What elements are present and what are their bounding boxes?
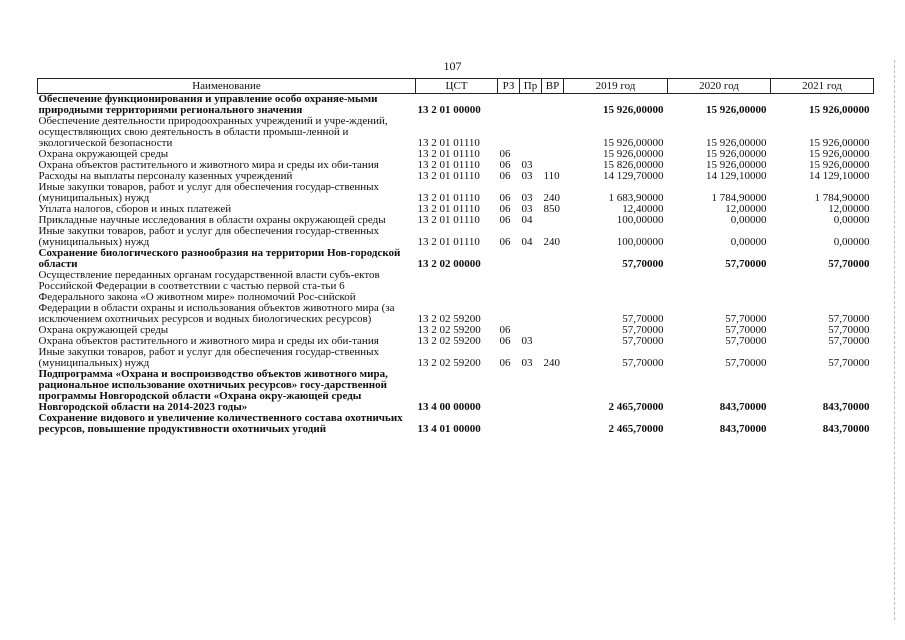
cell-y2021: 15 926,00000 bbox=[809, 148, 870, 160]
cell-y2019: 100,00000 bbox=[616, 236, 664, 248]
cell-rz bbox=[498, 116, 520, 149]
cell-y2021: 843,70000 bbox=[822, 401, 870, 413]
table-body bbox=[38, 94, 874, 436]
cell-y2019: 14 129,70000 bbox=[603, 170, 664, 182]
cell-rz: 06 bbox=[499, 148, 511, 160]
table-row bbox=[38, 248, 874, 270]
cell-y2020: 15 926,00000 bbox=[706, 104, 767, 116]
cell-vr: 240 bbox=[543, 357, 560, 369]
cell-vr bbox=[542, 94, 564, 117]
cell-y2021: 15 926,00000 bbox=[809, 159, 870, 171]
cell-cst: 13 2 02 59200 bbox=[417, 357, 481, 369]
header-rz: РЗ bbox=[498, 79, 520, 94]
cell-vr: 850 bbox=[543, 203, 560, 215]
cell-rz: 06 bbox=[499, 192, 511, 204]
cell-y2019: 15 926,00000 bbox=[603, 104, 664, 116]
cell-rz bbox=[498, 369, 520, 413]
cell-vr bbox=[542, 325, 564, 336]
cell-vr bbox=[542, 215, 564, 226]
cell-pr bbox=[520, 413, 542, 435]
cell-y2019: 2 465,70000 bbox=[608, 401, 664, 413]
cell-name: Обеспечение функционирования и управление особо охраняе-мыми природными территориями регионального значения bbox=[38, 93, 378, 116]
cell-y2020: 15 926,00000 bbox=[706, 148, 767, 160]
cell-pr: 04 bbox=[521, 236, 533, 248]
cell-y2019: 57,70000 bbox=[622, 313, 664, 325]
header-vr: ВР bbox=[542, 79, 564, 94]
cell-rz: 06 bbox=[499, 324, 511, 336]
cell-cst: 13 2 02 59200 bbox=[417, 335, 481, 347]
cell-pr: 03 bbox=[521, 159, 533, 171]
cell-y2021: 57,70000 bbox=[828, 324, 870, 336]
cell-name: Обеспечение деятельности природоохранных учреждений и учре-ждений, осуществляющих свою деятельность в области промыш-ленной и экологической безопасности bbox=[38, 115, 388, 149]
cell-pr: 03 bbox=[521, 335, 533, 347]
header-2020: 2020 год bbox=[668, 79, 771, 94]
header-name: Наименование bbox=[38, 79, 416, 94]
cell-name: Расходы на выплаты персоналу казенных учреждений bbox=[38, 170, 293, 182]
cell-pr: 03 bbox=[521, 203, 533, 215]
cell-vr bbox=[542, 413, 564, 435]
cell-name: Сохранение видового и увеличение количественного состава охотничьих ресурсов, повышение продуктивности охотничьих угодий bbox=[38, 412, 403, 435]
cell-name: Иные закупки товаров, работ и услуг для обеспечения государ-ственных (муниципальных) нужд bbox=[38, 346, 380, 369]
cell-y2021: 15 926,00000 bbox=[809, 137, 870, 149]
cell-rz bbox=[498, 270, 520, 325]
cell-name: Прикладные научные исследования в области охраны окружающей среды bbox=[38, 214, 386, 226]
cell-y2020: 0,00000 bbox=[730, 236, 767, 248]
table-row bbox=[38, 413, 874, 435]
cell-rz: 06 bbox=[499, 236, 511, 248]
table-row bbox=[38, 182, 874, 204]
cell-name: Охрана окружающей среды bbox=[38, 148, 169, 160]
cell-cst: 13 2 01 01110 bbox=[417, 236, 480, 248]
table-header-row bbox=[38, 79, 874, 94]
cell-name: Иные закупки товаров, работ и услуг для обеспечения государ-ственных (муниципальных) нужд bbox=[38, 181, 380, 204]
cell-y2019: 15 926,00000 bbox=[603, 148, 664, 160]
cell-y2021: 14 129,10000 bbox=[809, 170, 870, 182]
cell-rz: 06 bbox=[499, 214, 511, 226]
cell-pr bbox=[520, 94, 542, 117]
cell-y2020: 57,70000 bbox=[725, 313, 767, 325]
cell-cst: 13 2 01 01110 bbox=[417, 214, 480, 226]
cell-y2021: 843,70000 bbox=[822, 423, 870, 435]
cell-y2019: 15 926,00000 bbox=[603, 137, 664, 149]
cell-cst: 13 2 01 01110 bbox=[417, 203, 480, 215]
cell-vr bbox=[542, 369, 564, 413]
cell-y2021: 0,00000 bbox=[833, 236, 870, 248]
cell-y2020: 57,70000 bbox=[725, 335, 767, 347]
cell-rz bbox=[498, 413, 520, 435]
page-number: 107 bbox=[443, 59, 462, 73]
header-pr: Пр bbox=[520, 79, 542, 94]
cell-y2021: 0,00000 bbox=[833, 214, 870, 226]
cell-cst: 13 4 01 00000 bbox=[417, 423, 481, 435]
table-row bbox=[38, 116, 874, 149]
cell-y2021: 15 926,00000 bbox=[809, 104, 870, 116]
cell-name: Осуществление переданных органам государственной власти субъ-ектов Российской Федерации в соответствии с частью первой ста-тьи 6 Федерального закона «О животном мире» полномочий Рос-сийской Федерации в области охраны и использования объектов животного мира (за исключением охотничьих ресурсов и водных биологических ресурсов) bbox=[38, 269, 395, 325]
cell-y2020: 14 129,10000 bbox=[706, 170, 767, 182]
cell-rz bbox=[498, 248, 520, 270]
table-row bbox=[38, 347, 874, 369]
cell-cst: 13 2 02 00000 bbox=[417, 258, 481, 270]
cell-y2020: 0,00000 bbox=[730, 214, 767, 226]
cell-y2021: 57,70000 bbox=[828, 258, 870, 270]
cell-y2021: 57,70000 bbox=[828, 335, 870, 347]
cell-cst: 13 2 01 01110 bbox=[417, 159, 480, 171]
cell-name: Уплата налогов, сборов и иных платежей bbox=[38, 203, 232, 215]
cell-y2019: 1 683,90000 bbox=[608, 192, 664, 204]
cell-y2020: 57,70000 bbox=[725, 324, 767, 336]
table-row bbox=[38, 226, 874, 248]
cell-y2020: 57,70000 bbox=[725, 258, 767, 270]
cell-y2019: 2 465,70000 bbox=[608, 423, 664, 435]
budget-table bbox=[37, 78, 874, 435]
cell-y2020: 843,70000 bbox=[719, 423, 767, 435]
cell-y2019: 12,40000 bbox=[622, 203, 664, 215]
cell-cst: 13 2 01 01110 bbox=[417, 170, 480, 182]
cell-cst: 13 4 00 00000 bbox=[417, 401, 481, 413]
cell-rz: 06 bbox=[499, 170, 511, 182]
cell-y2019: 57,70000 bbox=[622, 335, 664, 347]
cell-vr: 240 bbox=[543, 236, 560, 248]
cell-y2019: 57,70000 bbox=[622, 258, 664, 270]
cell-name: Иные закупки товаров, работ и услуг для обеспечения государ-ственных (муниципальных) нужд bbox=[38, 225, 380, 248]
cell-cst: 13 2 01 01110 bbox=[417, 137, 480, 149]
cell-rz: 06 bbox=[499, 203, 511, 215]
cell-y2021: 57,70000 bbox=[828, 313, 870, 325]
cell-pr bbox=[520, 369, 542, 413]
cell-name: Сохранение биологического разнообразия на территории Нов-городской области bbox=[38, 247, 401, 270]
cell-vr bbox=[542, 116, 564, 149]
header-cst: ЦСТ bbox=[416, 79, 498, 94]
cell-rz: 06 bbox=[499, 335, 511, 347]
cell-y2021: 1 784,90000 bbox=[814, 192, 870, 204]
cell-y2019: 15 826,00000 bbox=[603, 159, 664, 171]
cell-vr bbox=[542, 336, 564, 347]
cell-y2021: 57,70000 bbox=[828, 357, 870, 369]
cell-pr: 03 bbox=[521, 170, 533, 182]
cell-pr: 04 bbox=[521, 214, 533, 226]
cell-rz: 06 bbox=[499, 357, 511, 369]
cell-y2020: 15 926,00000 bbox=[706, 137, 767, 149]
cell-vr bbox=[542, 248, 564, 270]
cell-cst: 13 2 01 00000 bbox=[417, 104, 481, 116]
cell-y2020: 12,00000 bbox=[725, 203, 767, 215]
cell-pr: 03 bbox=[521, 192, 533, 204]
scan-edge-mark bbox=[893, 60, 895, 620]
cell-vr bbox=[542, 270, 564, 325]
table-row bbox=[38, 270, 874, 325]
cell-y2021: 12,00000 bbox=[828, 203, 870, 215]
cell-y2020: 15 926,00000 bbox=[706, 159, 767, 171]
cell-vr: 110 bbox=[543, 170, 560, 182]
cell-y2020: 843,70000 bbox=[719, 401, 767, 413]
cell-pr bbox=[520, 116, 542, 149]
cell-y2019: 57,70000 bbox=[622, 324, 664, 336]
cell-name: Подпрограмма «Охрана и воспроизводство объектов животного мира, рациональное использование охотничьих ресурсов» госу-дарственной программы Новгородской области «Охрана окру-жающей среды Новгородской области на 2014-2023 годы» bbox=[38, 368, 388, 413]
cell-y2020: 1 784,90000 bbox=[711, 192, 767, 204]
cell-cst: 13 2 01 01110 bbox=[417, 148, 480, 160]
cell-rz bbox=[498, 94, 520, 117]
cell-pr bbox=[520, 248, 542, 270]
cell-name: Охрана окружающей среды bbox=[38, 324, 169, 336]
cell-y2019: 57,70000 bbox=[622, 357, 664, 369]
cell-pr bbox=[520, 270, 542, 325]
cell-y2019: 100,00000 bbox=[616, 214, 664, 226]
cell-vr bbox=[542, 149, 564, 160]
cell-cst: 13 2 02 59200 bbox=[417, 324, 481, 336]
cell-vr: 240 bbox=[543, 192, 560, 204]
cell-cst: 13 2 01 01110 bbox=[417, 192, 480, 204]
cell-name: Охрана объектов растительного и животного мира и среды их оби-тания bbox=[38, 159, 379, 171]
table-row bbox=[38, 369, 874, 413]
cell-cst: 13 2 02 59200 bbox=[417, 313, 481, 325]
cell-rz: 06 bbox=[499, 159, 511, 171]
cell-y2020: 57,70000 bbox=[725, 357, 767, 369]
cell-pr: 03 bbox=[521, 357, 533, 369]
cell-name: Охрана объектов растительного и животного мира и среды их оби-тания bbox=[38, 335, 379, 347]
header-2019: 2019 год bbox=[564, 79, 668, 94]
table-row bbox=[38, 94, 874, 117]
header-2021: 2021 год bbox=[771, 79, 874, 94]
